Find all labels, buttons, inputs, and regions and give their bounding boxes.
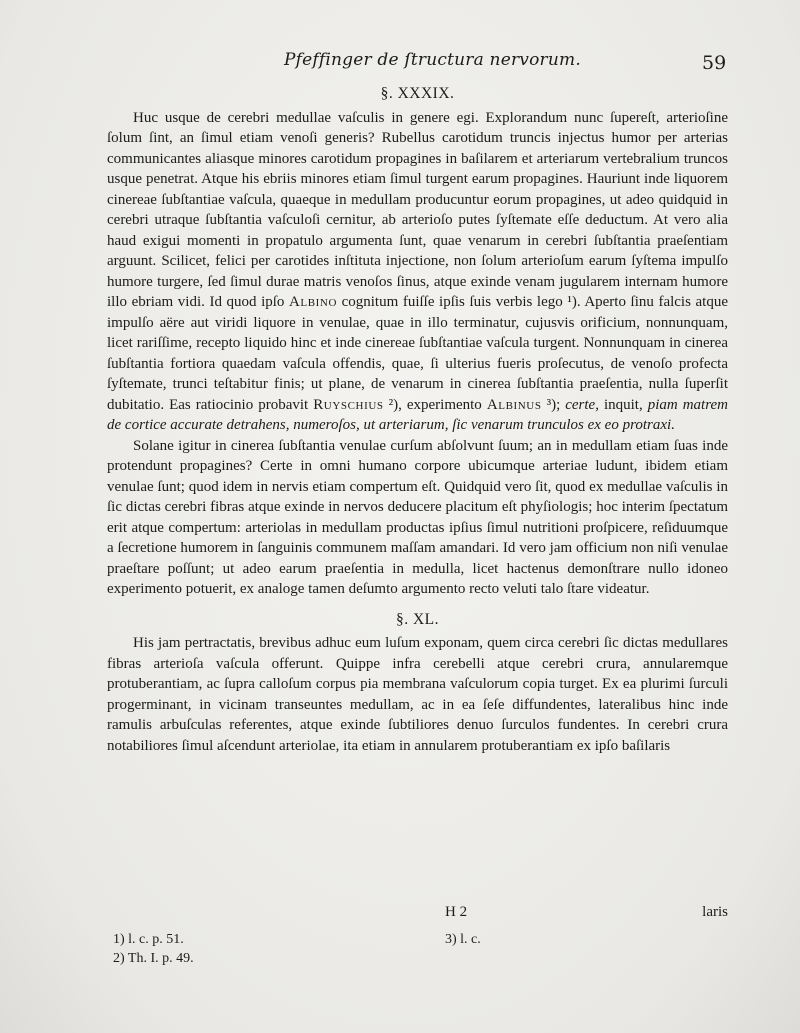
quoted-text: piam matrem de cortice accurate detrahens, numeroſos, ut arteriarum, ſic venarum trunculos ex eo protraxi.	[107, 396, 728, 433]
author-name: Ruyschius	[313, 396, 384, 413]
main-text	[107, 82, 728, 756]
text-run: His jam pertractatis, brevibus adhuc eum luſum exponam, quem circa cerebri ſic dictas medullares fibras arterioſa vaſcula offerunt. Quippe infra cerebelli atque cerebri crura, annularemque protuberantiam, ac ſupra calloſum corpus pia membrana vaſculorum copia turget. Ex ea plurimi ſurculi progerminant, in vicinam transeuntes medullam, ac in ea ſeſe diffundentes, lateralibus hinc inde ramulis arbuſculas referentes, atque exinde ſubtiliores denuo ſurculos fundentes. In cerebri crura notabiliores ſimul aſcendunt arteriolae, ita etiam in annularem protuberantiam ex ipſo baſilaris	[107, 635, 728, 754]
text-run: ³);	[541, 396, 566, 413]
signature-line	[107, 904, 728, 926]
running-head: Pfeffinger de ſtructura nervorum.	[284, 50, 581, 70]
section-heading-40: §. XL.	[395, 610, 440, 628]
paragraph	[107, 108, 728, 436]
footnote: 3) l. c.	[445, 932, 481, 947]
paragraph	[107, 436, 728, 600]
footnotes-left-column	[113, 930, 194, 968]
quoted-text: certe,	[565, 396, 599, 413]
footnotes-right-column	[445, 930, 481, 949]
section-heading-39: §. XXXIX.	[380, 85, 455, 102]
catchword: laris	[702, 904, 728, 920]
paragraph	[107, 633, 728, 756]
text-run: cognitum fuiſſe ipſis ſuis verbis lego ¹). Aperto ſinu falcis atque impulſo aëre aut viridi liquore in venulae, quae in illo terminatur, cujusvis orificium, nonnunquam, licet rariſſime, recepto liquido hinc et inde cinereae ſubſtantiae vaſcula turgent. Nonnunquam in cinerea ſubſtantia fortiora quaedam vaſcula offendis, quae, ſi ulterius fueris proſecutus, de venoſo profecta ſyſtemate, trunci teſtabitur finis; ut plane, de venarum in cinerea ſubſtantia praeſentia, nulla ſuperſit dubitatio. Eas ratiocinio probavit	[107, 294, 728, 413]
page-number: 59	[702, 52, 727, 74]
footnote: 2) Th. I. p. 49.	[113, 951, 194, 966]
text-run: inquit,	[598, 396, 648, 413]
text-run: ²), experimento	[383, 396, 487, 413]
footnote: 1) l. c. p. 51.	[113, 932, 184, 947]
text-run: Solane igitur in cinerea ſubſtantia venulae curſum abſolvunt ſuum; an in medullam etiam ſuas inde protendunt propagines? Certe in omni humano corpore ubicumque arteriae ludunt, ibidem etiam venulae ſunt; quod idem in nervis etiam compertum eſt. Quidquid vero ſit, quod ex medullae vaſculis in ſic dictas cerebri fibras atque exinde in nervos deducere placitum eſt phyſiologis; hoc interim ſpectatum erit atque compertum: arteriolas in medullam productas ipſius ſimul nutritioni proſpicere, reſiduumque a ſecretione humorem in ſanguinis communem maſſam amandari. Id vero jam officium non niſi venulae praeſtare poſſunt; ut adeo earum praeſentia in medulla, licet hactenus demonſtrare nullo idoneo experimento potuerit, ex analoge tamen deſumto argumento recto veluti talo ſtare videatur.	[107, 437, 728, 597]
author-name: Albino	[288, 294, 338, 310]
text-run: Huc usque de cerebri medullae vaſculis in genere egi. Explorandum nunc ſupereſt, arterioſine ſolum ſint, an ſimul etiam venoſi generis? Rubellus carotidum truncis injectus humor per arterias communicantes aliasque minores carotidum propagines in baſilarem et arteriarum vertebralium truncos usque penetrat. Atque his ebriis minores etiam ſimul turgent earum propagines. Hauriunt inde liquorem cinereae ſubſtantiae vaſcula, quaeque in medullam producuntur eorum propagines, ut adeo quidquid in cerebri utraque ſubſtantia vaſculoſi cernitur, ab arterioſo putes ſyſtemate eſſe deductum. At vero alia haud exigui momenti in propatulo argumenta ſunt, quae venarum in cerebri ſubſtantia praeſentiam arguunt. Scilicet, felici per carotides inſtituta injectione, non ſolum arterioſum earum ſyſtema impulſo humore turgere, ſed ſimul durae matris venoſos ſinus, atque exinde venam jugularem internam humore illo ebriam vidi. Id quod ipſo	[107, 109, 728, 310]
signature-mark: H 2	[445, 904, 468, 920]
author-name: Albinus	[486, 396, 542, 413]
page-header	[0, 50, 800, 80]
